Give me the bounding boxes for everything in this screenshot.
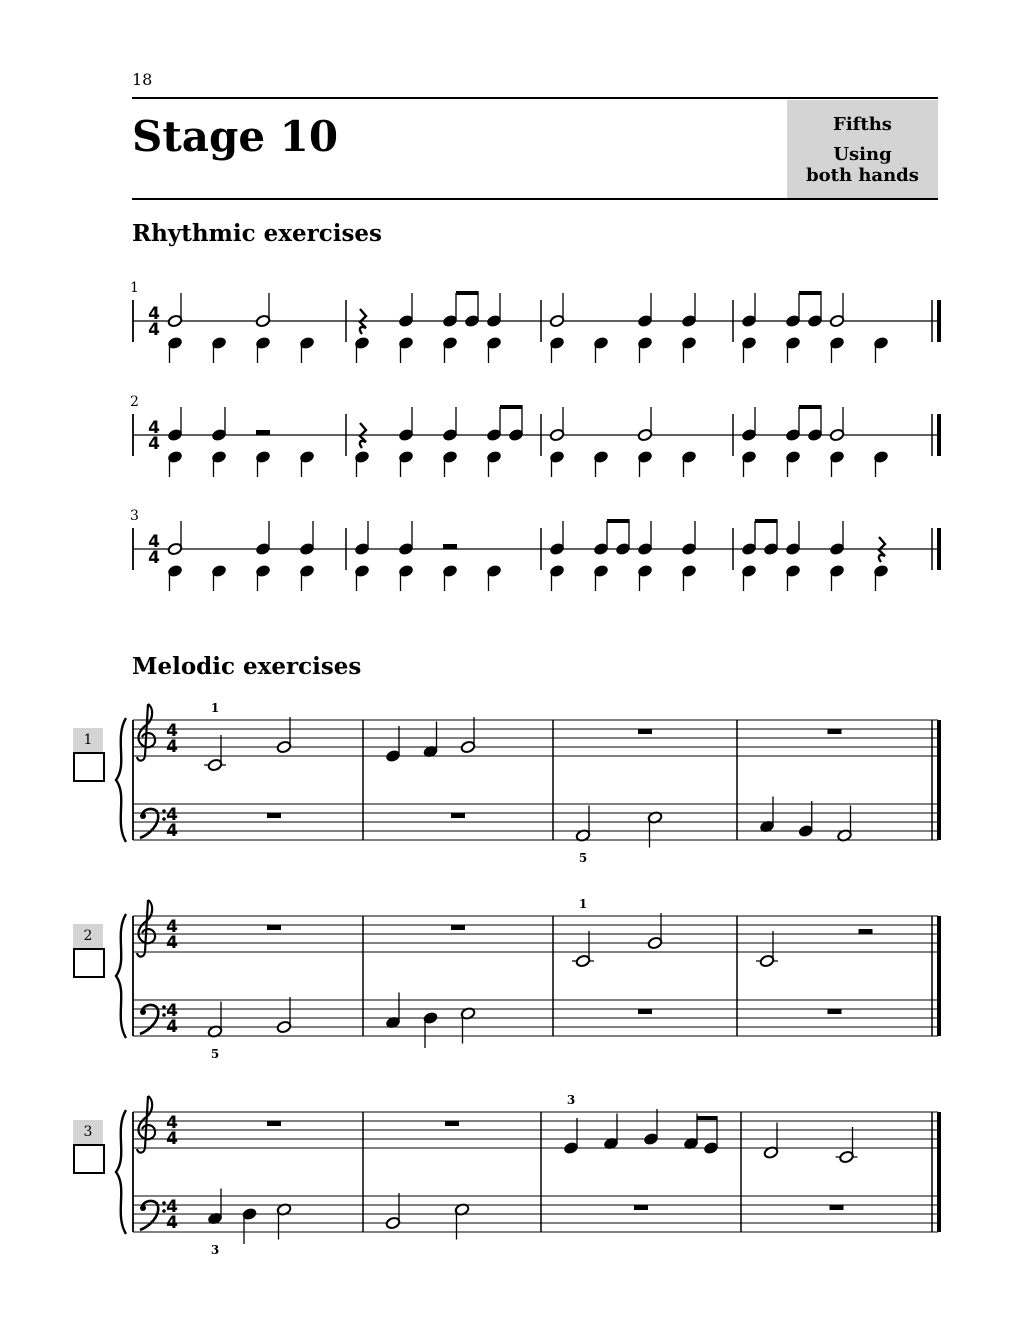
fingering-number: 1	[578, 897, 588, 911]
half-rest	[256, 430, 270, 435]
whole-rest	[634, 1205, 648, 1210]
beam	[456, 291, 479, 295]
rhythmic-exercise-number: 3	[130, 508, 139, 524]
whole-rest	[445, 1121, 459, 1126]
brace	[116, 914, 126, 1038]
time-signature-top: 4	[148, 418, 160, 438]
fingering-number: 3	[566, 1093, 576, 1107]
time-signature-bottom: 4	[148, 320, 160, 340]
bass-time-signature-top: 4	[166, 1197, 178, 1217]
treble-time-signature-top: 4	[166, 1113, 178, 1133]
treble-clef-path	[137, 704, 155, 761]
melodic-exercise-number: 3	[73, 1120, 103, 1144]
melodic-heading: Melodic exercises	[132, 653, 362, 680]
bass-clef-dot	[140, 1009, 146, 1015]
whole-rest	[638, 1009, 652, 1014]
whole-rest	[638, 729, 652, 734]
treble-time-signature-bottom: 4	[166, 933, 178, 953]
treble-time-signature-top: 4	[166, 721, 178, 741]
melodic-exercise-number: 1	[73, 728, 103, 752]
bass-clef-dot	[140, 813, 146, 819]
time-signature-top: 4	[148, 304, 160, 324]
page-title: Stage 10	[132, 112, 339, 161]
treble-clef	[137, 1096, 155, 1153]
fingering-number: 1	[210, 701, 220, 715]
topic-line-3: both hands	[806, 165, 919, 186]
time-signature-bottom: 4	[148, 434, 160, 454]
time-signature-bottom: 4	[148, 548, 160, 568]
whole-rest	[451, 813, 465, 818]
rhythmic-exercise-number: 1	[130, 280, 139, 296]
time-signature-top: 4	[148, 532, 160, 552]
whole-rest	[451, 925, 465, 930]
whole-rest	[267, 813, 281, 818]
treble-clef	[137, 704, 155, 761]
bass-time-signature-bottom: 4	[166, 821, 178, 841]
beam	[799, 405, 822, 409]
topic-line-2: Using	[833, 144, 892, 165]
bass-time-signature-top: 4	[166, 805, 178, 825]
treble-time-signature-bottom: 4	[166, 737, 178, 757]
whole-rest	[267, 1121, 281, 1126]
treble-clef	[137, 900, 155, 957]
bass-time-signature-bottom: 4	[166, 1213, 178, 1233]
whole-rest	[267, 925, 281, 930]
half-rest	[859, 929, 873, 934]
rhythmic-exercise-number: 2	[130, 394, 139, 410]
beam	[755, 519, 778, 523]
beam	[697, 1116, 718, 1120]
treble-time-signature-bottom: 4	[166, 1129, 178, 1149]
treble-clef-path	[137, 900, 155, 957]
beam	[500, 405, 523, 409]
whole-rest	[828, 729, 842, 734]
treble-clef-path	[137, 1096, 155, 1153]
rhythmic-heading: Rhythmic exercises	[132, 220, 383, 247]
brace	[116, 1110, 126, 1234]
beam	[607, 519, 630, 523]
treble-time-signature-top: 4	[166, 917, 178, 937]
half-rest	[443, 544, 457, 549]
bass-clef-dot	[140, 1205, 146, 1211]
fingering-number: 5	[578, 851, 588, 865]
bass-time-signature-top: 4	[166, 1001, 178, 1021]
melodic-exercise-number: 2	[73, 924, 103, 948]
brace	[116, 718, 126, 842]
beam	[799, 291, 822, 295]
bass-time-signature-bottom: 4	[166, 1017, 178, 1037]
whole-rest	[830, 1205, 844, 1210]
topic-line-1: Fifths	[833, 114, 892, 135]
fingering-number: 5	[210, 1047, 220, 1061]
page-number: 18	[132, 70, 153, 89]
fingering-number: 3	[210, 1243, 220, 1257]
whole-rest	[828, 1009, 842, 1014]
